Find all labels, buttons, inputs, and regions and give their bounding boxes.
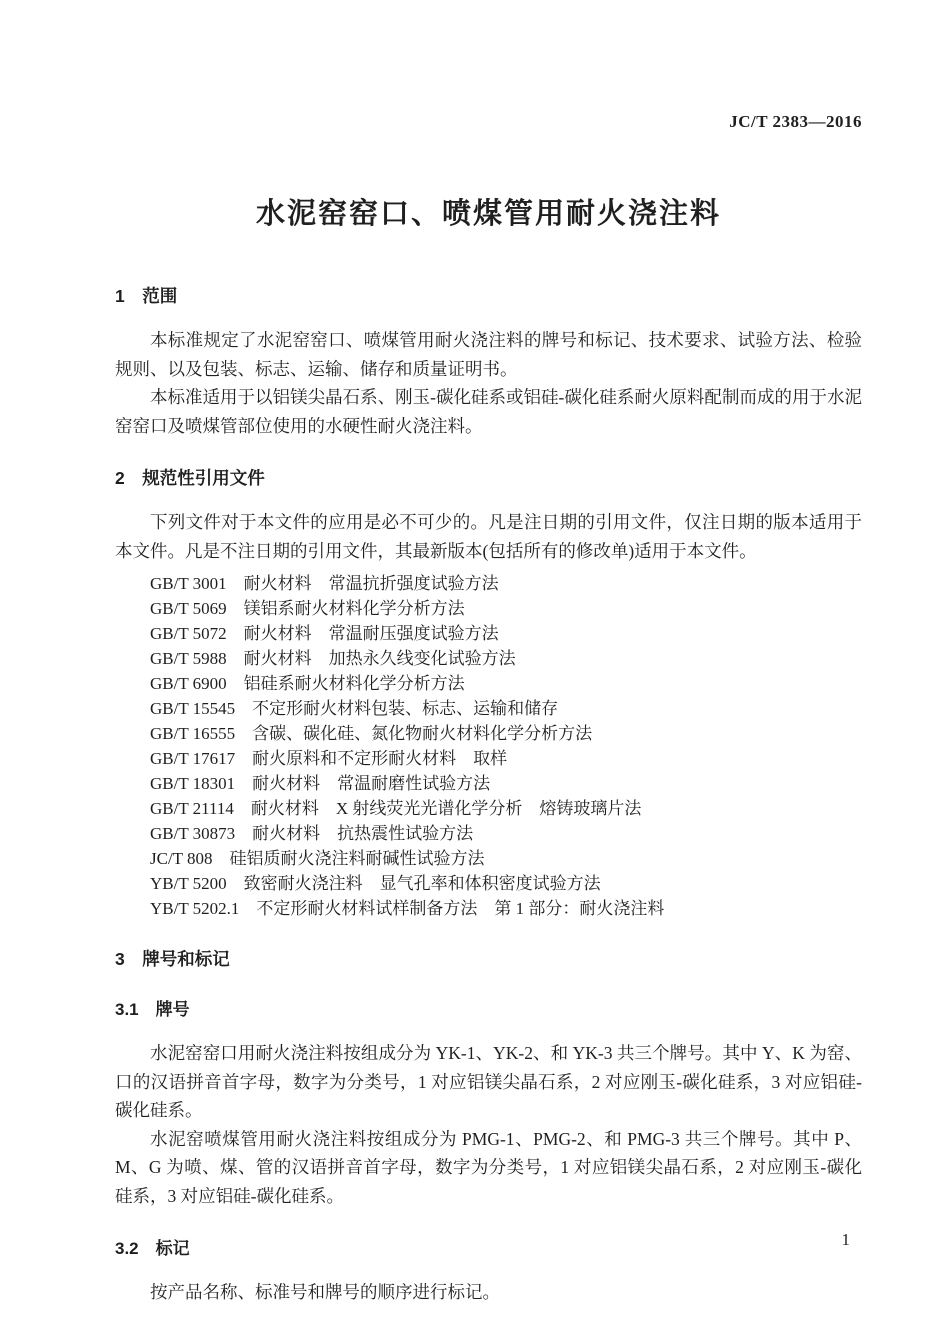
reference-item bbox=[115, 821, 862, 846]
reference-item bbox=[115, 896, 862, 921]
reference-code: YB/T 5200 bbox=[150, 874, 227, 893]
reference-item bbox=[115, 671, 862, 696]
reference-item bbox=[115, 721, 862, 746]
document-title: 水泥窑窑口、喷煤管用耐火浇注料 bbox=[255, 198, 721, 230]
reference-title: 镁铝系耐火材料化学分析方法 bbox=[243, 599, 465, 618]
normative-reference-list bbox=[115, 571, 862, 921]
reference-code: JC/T 808 bbox=[150, 849, 213, 868]
reference-code: GB/T 15545 bbox=[150, 699, 236, 718]
reference-item bbox=[115, 746, 862, 771]
section-3-2-heading: 3.2 标记 bbox=[115, 1239, 190, 1258]
reference-title: 含碳、碳化硅、氮化物耐火材料化学分析方法 bbox=[252, 724, 593, 743]
reference-item bbox=[115, 771, 862, 796]
reference-code: GB/T 3001 bbox=[150, 574, 227, 593]
reference-code: YB/T 5202.1 bbox=[150, 899, 240, 918]
reference-code: GB/T 5988 bbox=[150, 649, 227, 668]
reference-title: 铝硅系耐火材料化学分析方法 bbox=[243, 674, 465, 693]
reference-item bbox=[115, 846, 862, 871]
reference-title: 耐火材料 X 射线荧光光谱化学分析 熔铸玻璃片法 bbox=[250, 799, 642, 818]
reference-title: 耐火材料 抗热震性试验方法 bbox=[252, 824, 474, 843]
reference-code: GB/T 5069 bbox=[150, 599, 227, 618]
reference-title: 不定形耐火材料包装、标志、运输和储存 bbox=[252, 699, 559, 718]
section-2-heading: 2 规范性引用文件 bbox=[115, 468, 265, 488]
reference-item bbox=[115, 621, 862, 646]
reference-item bbox=[115, 871, 862, 896]
reference-item bbox=[115, 596, 862, 621]
reference-item bbox=[115, 696, 862, 721]
section-3-1-paragraph-1: 水泥窑窑口用耐火浇注料按组成分为 YK-1、YK-2、和 YK-3 共三个牌号。其中 Y、K 为窑、口的汉语拼音首字母，数字为分类号，1 对应铝镁尖晶石系，2 对应刚玉-碳化硅系，3 对应铝硅-碳化硅系。 bbox=[115, 1043, 862, 1120]
reference-title: 致密耐火浇注料 显气孔率和体积密度试验方法 bbox=[243, 874, 601, 893]
reference-code: GB/T 18301 bbox=[150, 774, 236, 793]
section-2-intro: 下列文件对于本文件的应用是必不可少的。凡是注日期的引用文件，仅注日期的版本适用于本文件。凡是不注日期的引用文件，其最新版本(包括所有的修改单)适用于本文件。 bbox=[115, 512, 862, 561]
section-3-1-heading: 3.1 牌号 bbox=[115, 1000, 190, 1019]
reference-title: 耐火原料和不定形耐火材料 取样 bbox=[252, 749, 508, 768]
reference-title: 硅铝质耐火浇注料耐碱性试验方法 bbox=[229, 849, 485, 868]
reference-item bbox=[115, 796, 862, 821]
section-3-heading: 3 牌号和标记 bbox=[115, 949, 230, 969]
reference-title: 耐火材料 加热永久线变化试验方法 bbox=[243, 649, 516, 668]
reference-item bbox=[115, 646, 862, 671]
reference-code: GB/T 5072 bbox=[150, 624, 227, 643]
reference-code: GB/T 6900 bbox=[150, 674, 227, 693]
reference-title: 耐火材料 常温耐磨性试验方法 bbox=[252, 774, 491, 793]
section-3-2-paragraph-1: 按产品名称、标准号和牌号的顺序进行标记。 bbox=[150, 1282, 500, 1302]
standard-number: JC/T 2383—2016 bbox=[729, 112, 862, 131]
reference-code: GB/T 21114 bbox=[150, 799, 234, 818]
reference-title: 耐火材料 常温抗折强度试验方法 bbox=[243, 574, 499, 593]
reference-title: 不定形耐火材料试样制备方法 第 1 部分：耐火浇注料 bbox=[256, 899, 665, 918]
reference-code: GB/T 30873 bbox=[150, 824, 236, 843]
section-1-paragraph-2: 本标准适用于以铝镁尖晶石系、刚玉-碳化硅系或铝硅-碳化硅系耐火原料配制而成的用于水泥窑窑口及喷煤管部位使用的水硬性耐火浇注料。 bbox=[115, 387, 862, 436]
page-number: 1 bbox=[841, 1230, 850, 1249]
reference-code: GB/T 16555 bbox=[150, 724, 236, 743]
reference-code: GB/T 17617 bbox=[150, 749, 236, 768]
reference-title: 耐火材料 常温耐压强度试验方法 bbox=[243, 624, 499, 643]
section-1-paragraph-1: 本标准规定了水泥窑窑口、喷煤管用耐火浇注料的牌号和标记、技术要求、试验方法、检验规则、以及包装、标志、运输、储存和质量证明书。 bbox=[115, 330, 862, 379]
reference-item bbox=[115, 571, 862, 596]
section-3-1-paragraph-2: 水泥窑喷煤管用耐火浇注料按组成分为 PMG-1、PMG-2、和 PMG-3 共三个牌号。其中 P、M、G 为喷、煤、管的汉语拼音首字母，数字为分类号，1 对应铝镁尖晶石系，2 对应刚玉-碳化硅系，3 对应铝硅-碳化硅系。 bbox=[115, 1128, 862, 1206]
section-1-heading: 1 范围 bbox=[115, 286, 178, 306]
